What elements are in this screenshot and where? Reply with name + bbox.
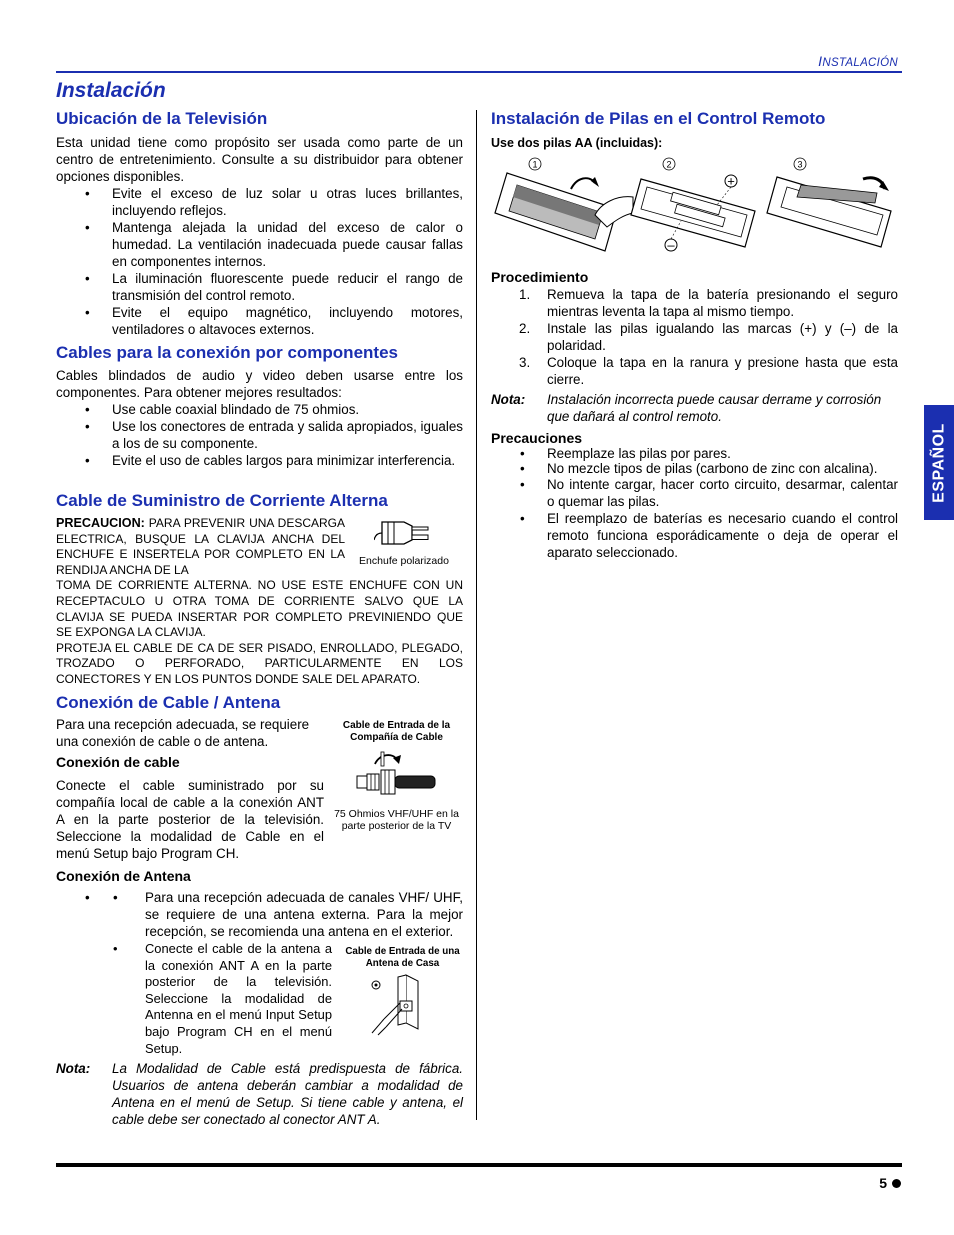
- bullet-mark: • •: [113, 890, 118, 905]
- page-dot-icon: [892, 1179, 901, 1188]
- heading-cables: Cables para la conexión por componentes: [56, 343, 398, 362]
- pilas-use: Use dos pilas AA (incluidas):: [491, 136, 663, 150]
- step-number: 3.: [519, 355, 531, 370]
- heading-ubicacion: Ubicación de la Televisión: [56, 109, 268, 128]
- minus-sign: –: [667, 237, 675, 253]
- list-item: • Use cable coaxial blindado de 75 ohmios.: [56, 401, 463, 418]
- plus-sign: +: [727, 173, 735, 189]
- step-text: Remueva la tapa de la batería presionando el seguro mientras leventa la tapa al mismo tiempo.: [547, 287, 898, 319]
- list-item: • Evite el equipo magnético, incluyendo motores, ventiladores o altavoces externos.: [56, 304, 463, 338]
- page-title: Instalación: [56, 79, 166, 102]
- remote-step-1: [495, 173, 633, 251]
- caution-label: PRECAUCION:: [56, 516, 145, 530]
- caution-wide: TOMA DE CORRIENTE ALTERNA. NO USE ESTE ENCHUFE CON UN RECEPTACULO U OTRA TOMA DE CORRIENTE SALVO QUE LA CLAVIJA SE PUEDA INSERTAR POR COMPLETO PREVINIENDO QUE SE EXPONGA LA CLAVIJA.: [56, 578, 463, 640]
- step-number: 1.: [519, 287, 531, 302]
- cable-fig-caption: Cable de Entrada de la Compañía de Cable: [342, 720, 451, 743]
- list-item: • Use los conectores de entrada y salida apropiados, iguales a los de su componente.: [56, 418, 463, 452]
- antenna-sub: Conexión de Antena: [56, 868, 191, 884]
- section-cables: [56, 342, 463, 469]
- running-header: [818, 53, 898, 72]
- procedure-heading: Procedimiento: [491, 269, 589, 285]
- running-header-initial: I: [818, 53, 823, 69]
- ubicacion-list: [56, 185, 463, 338]
- list-item: [491, 320, 898, 354]
- antenna-connector-icon: [356, 971, 440, 1037]
- step-2-marker: 2: [666, 159, 672, 170]
- precautions-list: [491, 447, 898, 561]
- list-item: • La iluminación fluorescente puede reducir el rango de transmisión del control remoto.: [56, 270, 463, 304]
- section-suministro: [56, 490, 463, 688]
- note-label: Nota:: [56, 1061, 91, 1077]
- cable-figure: [324, 716, 463, 862]
- list-item: • Evite el uso de cables largos para minimizar interferencia.: [56, 452, 463, 469]
- list-item: [56, 889, 463, 940]
- list-item: • El reemplazo de baterías es necesario cuando el control remoto funciona esporádicamente o deja de operar el aparato seleccionado.: [491, 510, 898, 561]
- header-rule: [56, 71, 902, 73]
- page-number-text: 5: [879, 1175, 887, 1191]
- step-text: Coloque la tapa en la ranura y presione hasta que esta cierre.: [547, 355, 898, 387]
- cable-text: Conecte el cable suministrado por su compañía local de cable a la conexión ANT A en la parte posterior de la televisión. Seleccione la modalidad de Cable en el menú Setup bajo Program CH.: [56, 778, 324, 861]
- cable-sub: Conexión de cable: [56, 754, 180, 770]
- list-item: • Mantenga alejada la unidad del exceso de calor o humedad. La ventilación inadecuada puede causar fallas en componentes internos.: [56, 219, 463, 270]
- step-text: Instale las pilas igualando las marcas (+) y (–) de la polaridad.: [547, 321, 898, 353]
- step-number: 2.: [519, 321, 531, 336]
- caution-text: PARA PREVENIR UNA DESCARGA ELECTRICA, BUSQUE LA CLAVIJA ANCHA DEL ENCHUFE E INSERTELA POR COMPLETO EN LA RENDIJA ANCHA DE LA: [56, 516, 345, 577]
- protect-text: PROTEJA EL CABLE DE CA DE SER PISADO, ENROLLADO, PLEGADO, TROZADO O PERFORADO, PARTICULARMENTE EN LOS CONECTORES Y EN LOS PUNTOS DONDE SALE DEL APARATO.: [56, 640, 463, 686]
- battery-steps-illustration: [491, 155, 898, 263]
- antena-intro: Para una recepción adecuada, se requiere una conexión de cable o de antena.: [56, 717, 310, 749]
- column-divider: [476, 110, 477, 1120]
- remote-step-3: [767, 177, 891, 247]
- list-item: • No mezcle tipos de pilas (carbono de zinc con alcalina).: [491, 462, 898, 476]
- polarized-plug-icon: [374, 516, 434, 550]
- language-tab: [924, 405, 954, 520]
- ohm-caption: 75 Ohmios VHF/UHF en la parte posterior de la TV: [334, 808, 459, 832]
- list-item: • Evite el exceso de luz solar u otras luces brillantes, incluyendo reflejos.: [56, 185, 463, 219]
- note-label: Nota:: [491, 392, 526, 407]
- section-ubicacion: [56, 108, 463, 338]
- running-header-rest: NSTALACIÓN: [822, 57, 898, 69]
- note-text: La Modalidad de Cable está predispuesta de fábrica. Usuarios de antena deberán cambiar a modalidad de Antena en el menú de Setup. Si tiene cable y antena, el cable debe ser conectado al conector ANT A.: [112, 1061, 463, 1128]
- antenna-bullet-text: Para una recepción adecuada de canales VHF/ UHF, se requiere de una antena externa. Para la mejor recepción, se recomienda una antena en el exterior.: [145, 890, 463, 939]
- remote-step-2: [631, 174, 755, 253]
- page-number: [879, 1175, 901, 1192]
- antenna-bullet2-text: Conecte el cable de la antena a la conexión ANT A en la parte posterior de la televisión. Seleccione la modalidad de Antenna en el menú Input Setup bajo Program CH en el menú Setup.: [145, 941, 332, 1056]
- cables-intro: Cables blindados de audio y video deben usarse entre los componentes. Para obtener mejores resultados:: [56, 368, 463, 400]
- plug-figure: [345, 516, 463, 578]
- caution-narrow: [56, 516, 345, 578]
- antenna-list: [56, 889, 463, 940]
- bullet-mark: •: [113, 941, 118, 956]
- precautions-heading: Precauciones: [491, 430, 583, 446]
- antenna-figure: [332, 941, 463, 1057]
- language-tab-label: ESPAÑOL: [930, 422, 948, 503]
- heading-suministro: Cable de Suministro de Corriente Alterna: [56, 491, 388, 510]
- ubicacion-intro: Esta unidad tiene como propósito ser usada como parte de un centro de entretenimiento. Consulte a su distribuidor para obtener opciones disponibles.: [56, 135, 463, 184]
- list-item: [491, 354, 898, 388]
- step-3-marker: 3: [797, 159, 803, 170]
- note-text: Instalación incorrecta puede causar derrame y corrosión que dañará al control remoto.: [547, 392, 882, 424]
- antena-note: [56, 1060, 463, 1128]
- coax-connector-icon: [355, 750, 439, 800]
- step-1-marker: 1: [532, 159, 538, 170]
- section-pilas: [491, 108, 898, 561]
- footer-rule: [56, 1163, 902, 1167]
- section-antena: [56, 692, 463, 1128]
- list-item: [491, 286, 898, 320]
- heading-antena: Conexión de Cable / Antena: [56, 693, 281, 712]
- procedure-list: [491, 286, 898, 388]
- list-item: • No intente cargar, hacer corto circuito, desarmar, calentar o quemar las pilas.: [491, 476, 898, 510]
- pilas-note: [491, 391, 898, 425]
- heading-pilas: Instalación de Pilas en el Control Remoto: [491, 109, 826, 128]
- plug-caption: Enchufe polarizado: [359, 555, 449, 567]
- antenna-bullet2: [56, 941, 332, 1057]
- cables-list: [56, 401, 463, 469]
- list-item: • Reemplaze las pilas por pares.: [491, 447, 898, 461]
- antenna-fig-caption: Cable de Entrada de una Antena de Casa: [345, 946, 460, 969]
